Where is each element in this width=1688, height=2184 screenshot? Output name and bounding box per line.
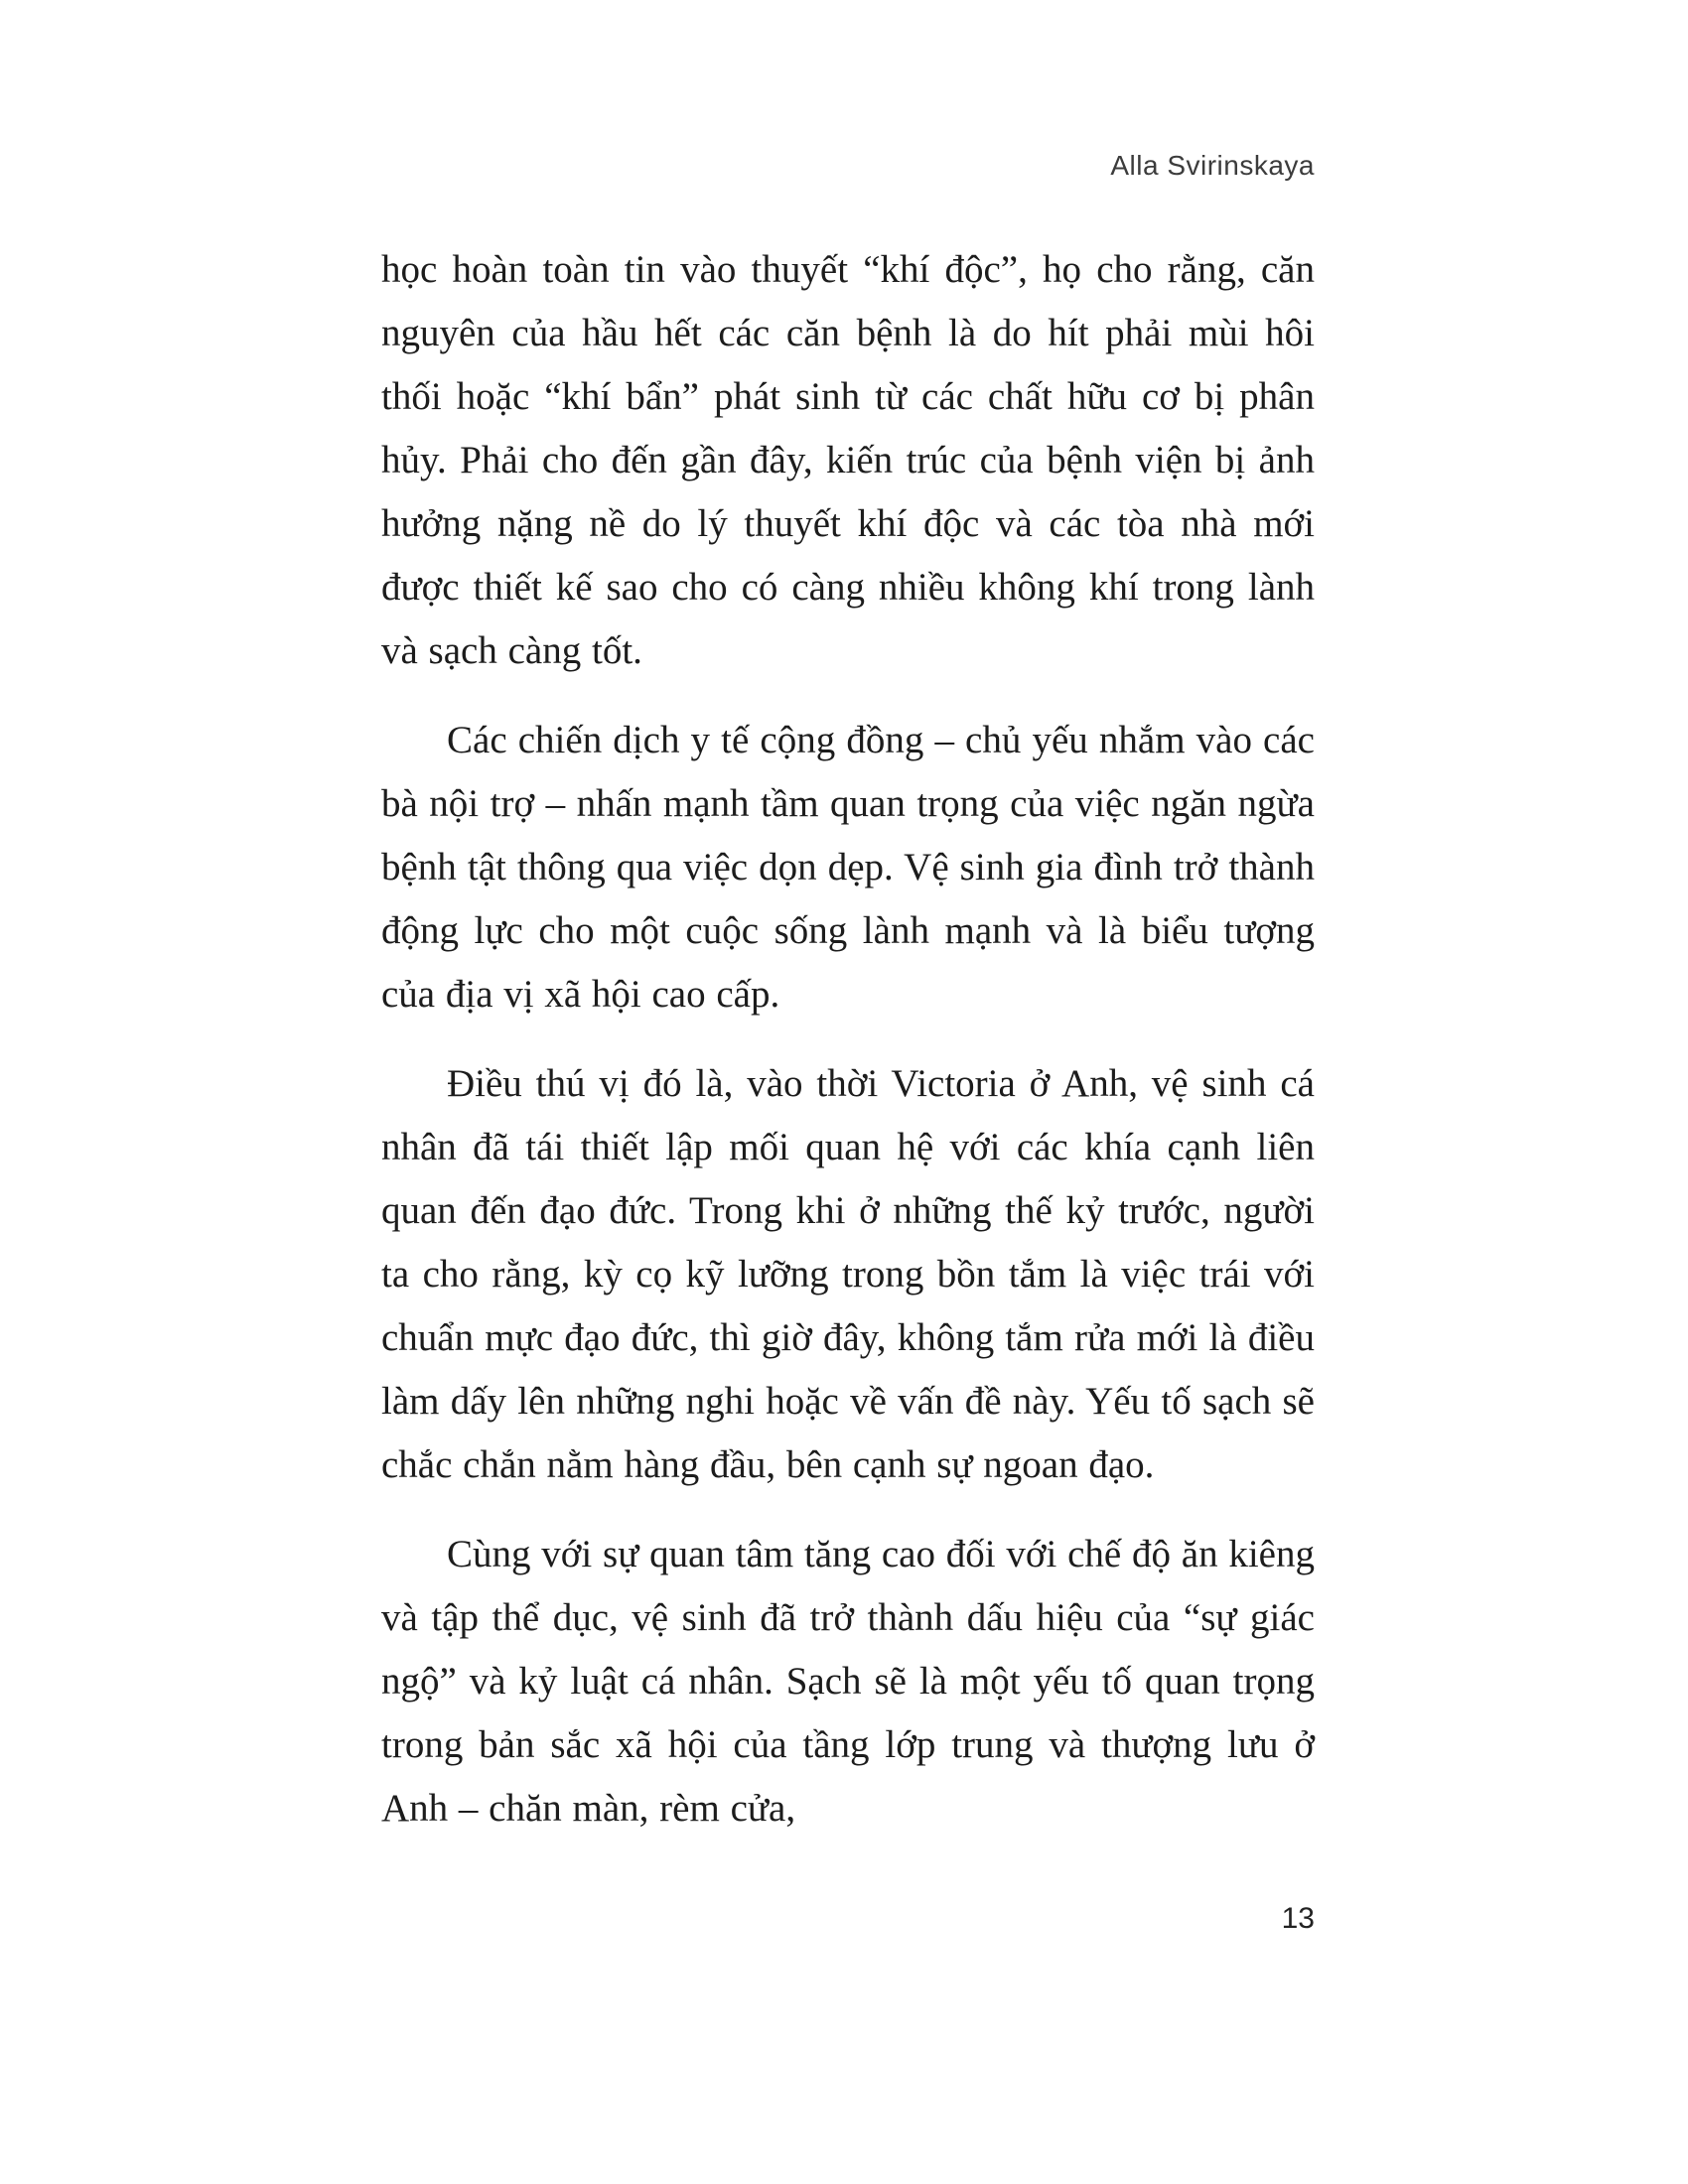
- paragraph: Cùng với sự quan tâm tăng cao đối với chế độ ăn kiêng và tập thể dục, vệ sinh đã trở thành dấu hiệu của “sự giác ngộ” và kỷ luật cá nhân. Sạch sẽ là một yếu tố quan trọng trong bản sắc xã hội của tầng lớp trung và thượng lưu ở Anh – chăn màn, rèm cửa,: [381, 1533, 1315, 1830]
- running-header-author: Alla Svirinskaya: [1110, 150, 1315, 181]
- paragraph: Điều thú vị đó là, vào thời Victoria ở Anh, vệ sinh cá nhân đã tái thiết lập mối quan hệ với các khía cạnh liên quan đến đạo đức. Trong khi ở những thế kỷ trước, người ta cho rằng, kỳ cọ kỹ lưỡng trong bồn tắm là việc trái với chuẩn mực đạo đức, thì giờ đây, không tắm rửa mới là điều làm dấy lên những nghi hoặc về vấn đề này. Yếu tố sạch sẽ chắc chắn nằm hàng đầu, bên cạnh sự ngoan đạo.: [381, 1062, 1315, 1486]
- text-column: [381, 149, 1315, 1841]
- page-number: 13: [1281, 1902, 1315, 1935]
- paragraph: học hoàn toàn tin vào thuyết “khí độc”, họ cho rằng, căn nguyên của hầu hết các căn bệnh là do hít phải mùi hôi thối hoặc “khí bẩn” phát sinh từ các chất hữu cơ bị phân hủy. Phải cho đến gần đây, kiến trúc của bệnh viện bị ảnh hưởng nặng nề do lý thuyết khí độc và các tòa nhà mới được thiết kế sao cho có càng nhiều không khí trong lành và sạch càng tốt.: [381, 248, 1315, 672]
- page-body: [381, 238, 1315, 1841]
- paragraph: Các chiến dịch y tế cộng đồng – chủ yếu nhắm vào các bà nội trợ – nhấn mạnh tầm quan trọng của việc ngăn ngừa bệnh tật thông qua việc dọn dẹp. Vệ sinh gia đình trở thành động lực cho một cuộc sống lành mạnh và là biểu tượng của địa vị xã hội cao cấp.: [381, 719, 1315, 1016]
